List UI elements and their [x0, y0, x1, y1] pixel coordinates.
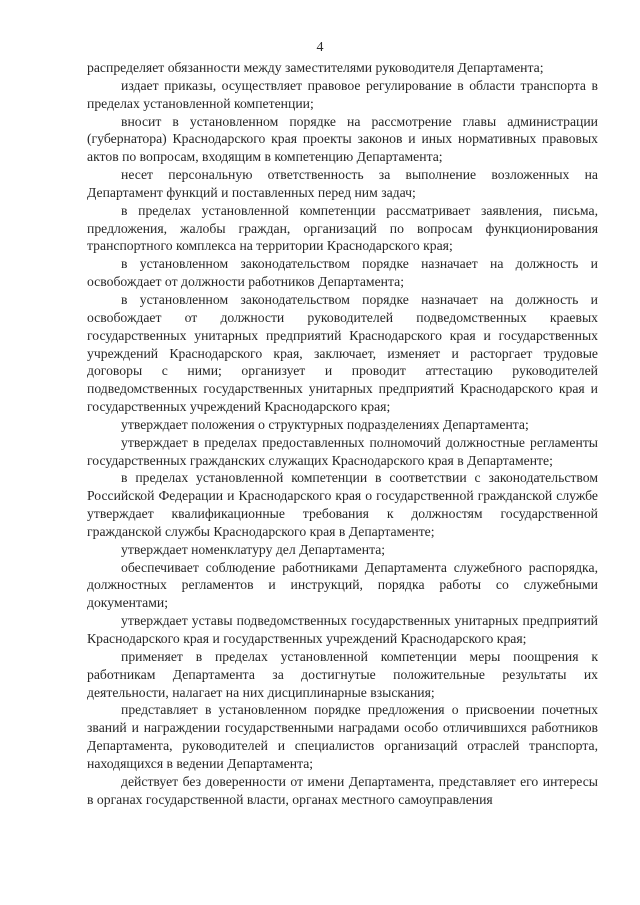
paragraph: утверждает положения о структурных подразделениях Департамента;	[121, 416, 529, 432]
paragraph: в пределах установленной компетенции в соответствии с законодательством Российской Федерации и Краснодарского края о государственной гражданской службе утверждает квалификационные требования к должностям государственной гражданской службы Краснодарского края в Департаменте;	[87, 470, 598, 539]
paragraph: представляет в установленном порядке предложения о присвоении почетных званий и награждении государственными наградами особо отличившихся работников Департамента, руководителей и специалистов организаций отраслей транспорта, находящихся в ведении Департамента;	[87, 702, 598, 771]
paragraph: в пределах установленной компетенции рассматривает заявления, письма, предложения, жалобы граждан, организаций по вопросам функционирования транспортного комплекса на территории Краснодарского края;	[87, 202, 598, 254]
paragraph: вносит в установленном порядке на рассмотрение главы администрации (губернатора) Краснодарского края проекты законов и иных нормативных правовых актов по вопросам, входящим в компетенцию Департамента;	[87, 113, 598, 165]
paragraph: применяет в пределах установленной компетенции меры поощрения к работникам Департамента за достигнутые положительные результаты их деятельности, налагает на них дисциплинарные взыскания;	[87, 648, 598, 700]
paragraph: действует без доверенности от имени Департамента, представляет его интересы в органах государственной власти, органах местного самоуправления	[87, 773, 598, 807]
paragraph: обеспечивает соблюдение работниками Департамента служебного распорядка, должностных регламентов и инструкций, порядка работы со служебными документами;	[87, 559, 598, 611]
paragraph: несет персональную ответственность за выполнение возложенных на Департамент функций и поставленных перед ним задач;	[87, 167, 598, 200]
paragraph: утверждает уставы подведомственных государственных унитарных предприятий Краснодарского края и государственных учреждений Краснодарского края;	[87, 613, 598, 646]
page-number: 4	[316, 40, 324, 55]
paragraph: распределяет обязанности между заместителями руководителя Департамента;	[87, 60, 544, 75]
document-body	[87, 59, 598, 808]
paragraph: в установленном законодательством порядке назначает на должность и освобождает от должности работников Департамента;	[87, 256, 598, 290]
paragraph: утверждает в пределах предоставленных полномочий должностные регламенты государственных гражданских служащих Краснодарского края в Департаменте;	[87, 434, 598, 468]
paragraph: в установленном законодательством порядке назначает на должность и освобождает от должности руководителей подведомственных краевых государственных унитарных предприятий Краснодарского края и государственных учреждений Краснодарского края, заключает, изменяет и расторгает трудовые договоры с ними; организует и проводит аттестацию руководителей подведомственных государственных унитарных предприятий Краснодарского края и государственных учреждений Краснодарского края;	[87, 291, 598, 415]
paragraph: утверждает номенклатуру дел Департамента;	[121, 541, 386, 557]
paragraph: издает приказы, осуществляет правовое регулирование в области транспорта в пределах установленной компетенции;	[87, 77, 598, 111]
